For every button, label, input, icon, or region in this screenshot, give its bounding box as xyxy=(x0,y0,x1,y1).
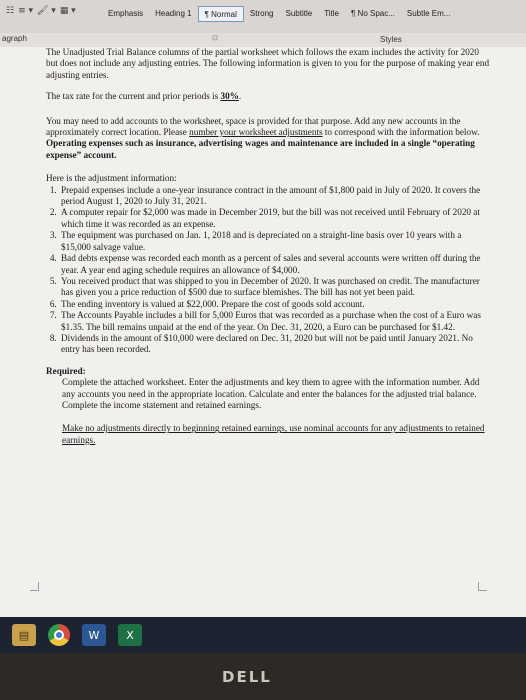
adjustment-item: 7. The Accounts Payable includes a bill for 5,000 Euros that was recorded as a purchase when the cost of a Euro was $1.35. The bill remains unpaid at the end of the year. On Dec. 31, 2020, a Euro can be purchased for $1.42. xyxy=(59,310,490,333)
file-explorer-icon[interactable]: ▤ xyxy=(12,624,36,646)
tax-rate: 30% xyxy=(220,91,239,102)
adjustment-heading: Here is the adjustment information: xyxy=(46,173,177,184)
style-item[interactable]: ¶ Normal xyxy=(198,6,244,22)
word-icon[interactable]: W xyxy=(82,624,106,646)
style-item[interactable]: ¶ No Spac... xyxy=(351,9,395,18)
ribbon xyxy=(0,0,526,34)
shading-icon[interactable]: 🖌 ▾ xyxy=(37,6,56,16)
retained-earnings-note: Make no adjustments directly to beginning retained earnings, use nominal accounts for any adjustments to retained earnings. xyxy=(62,423,485,445)
style-item[interactable]: Emphasis xyxy=(108,9,144,18)
align-icon[interactable]: ≡ ▾ xyxy=(18,6,33,16)
adjustment-item: 2. A computer repair for $2,000 was made in December 2019, but the bill was not received until February of 2020 at which time it was recorded as an expense. xyxy=(59,207,490,230)
style-item[interactable]: Title xyxy=(324,9,340,18)
adjustment-item: 6. The ending inventory is valued at $22,000. Prepare the cost of goods sold account. xyxy=(59,299,490,310)
adjustment-item: 3. The equipment was purchased on Jan. 1, 2018 and is depreciated on a straight-line basis over 10 years with a $15,000 salvage value. xyxy=(59,230,490,253)
adjustment-item: 4. Bad debts expense was recorded each month as a percent of sales and several accounts were written off during the year. A year end aging schedule requires an allowance of $4,000. xyxy=(59,253,490,276)
required-heading: Required: xyxy=(46,365,86,376)
dialog-launcher-icon[interactable]: ⊡ xyxy=(212,35,218,42)
page-margin-mark-right xyxy=(478,582,487,591)
intro-paragraph: The Unadjusted Trial Balance columns of the partial worksheet which follows the exam includes the activity for 2020 but does not include any adjusting entries. The following information is given to you for the purpose of making year end adjusting entries. xyxy=(46,47,490,80)
dell-logo: DELL xyxy=(222,668,272,686)
excel-icon[interactable]: X xyxy=(118,624,142,646)
ribbon-group-labels xyxy=(0,33,526,48)
document-page[interactable] xyxy=(0,47,526,617)
styles-group-label: Styles xyxy=(380,35,402,44)
adjustment-item: 8. Dividends in the amount of $10,000 were declared on Dec. 31, 2020 but will not be paid until January 2021. No entry has been recorded. xyxy=(59,333,490,356)
number-adjustments-text: number your worksheet adjustments xyxy=(189,127,323,138)
accounts-paragraph: You may need to add accounts to the worksheet, space is provided for that purpose. Add any new accounts in the approximately correct location. Please number your worksheet adjustments to correspond with the information below. Operating expenses such as insurance, advertising wages and maintenance are included in a single “operating expense” account. xyxy=(46,115,480,160)
style-item[interactable]: Subtitle xyxy=(285,9,313,18)
style-item[interactable]: Heading 1 xyxy=(155,9,192,18)
style-item[interactable]: Subtle Em... xyxy=(406,9,451,18)
paragraph-tools xyxy=(0,0,102,16)
adjustment-item: 5. You received product that was shipped to you in December of 2020. It was purchased on credit. The manufacturer has given you a price reduction of $500 due to surface blemishes. The bill has not yet been paid. xyxy=(59,276,490,299)
operating-expense-note: Operating expenses such as insurance, advertising wages and maintenance are included in a single “operating expense” account. xyxy=(46,138,475,160)
taskbar xyxy=(0,617,526,653)
required-text: Complete the attached worksheet. Enter the adjustments and key them to agree with the information number. Add any accounts you need in the appropriate location. Calculate and enter the balances for the adjusted trial balance. Complete the income statement and retained earnings. xyxy=(62,377,480,410)
chrome-icon[interactable] xyxy=(48,624,70,646)
tax-paragraph: The tax rate for the current and prior periods is 30%. xyxy=(46,91,242,102)
style-item[interactable]: Strong xyxy=(249,9,274,18)
adjustment-item: 1. Prepaid expenses include a one-year insurance contract in the amount of $1,800 paid in July of 2020. It covers the period August 1, 2020 to July 31, 2021. xyxy=(59,185,490,208)
adjustment-list xyxy=(46,185,490,356)
borders-dropdown-icon[interactable]: ▦ ▾ xyxy=(59,6,76,16)
styles-gallery xyxy=(102,0,456,22)
document-body xyxy=(46,47,490,446)
border-icon[interactable]: ☷ xyxy=(6,6,15,16)
page-margin-mark-left xyxy=(30,582,39,591)
paragraph-group-label: agraph xyxy=(2,34,27,43)
